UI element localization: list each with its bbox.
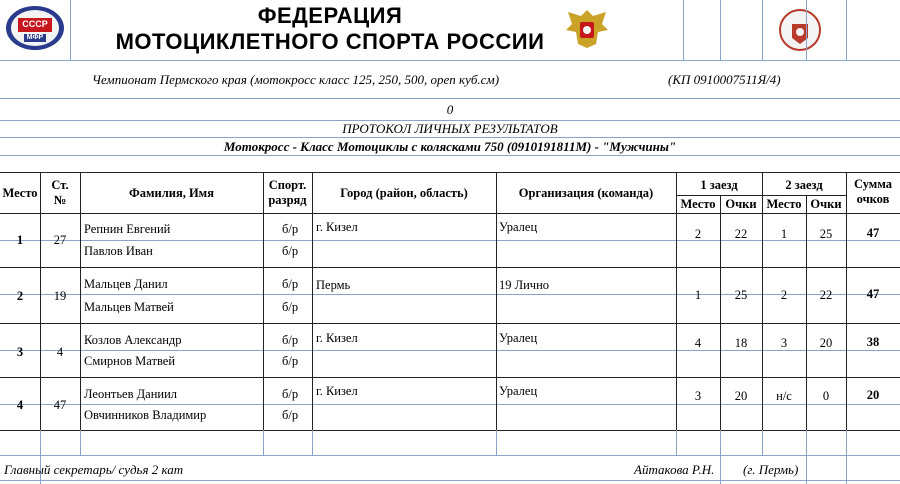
row-org: Уралец (499, 384, 538, 398)
row-name-1: Репнин Евгений (84, 222, 171, 236)
row-r2-points: 0 (822, 389, 830, 403)
header-race2-points: Очки (810, 197, 842, 211)
mfr-logo-text: МФР (26, 34, 44, 41)
row-sum: 47 (866, 226, 880, 240)
row-name-2: Мальцев Матвей (84, 300, 174, 314)
footer-city: (г. Пермь) (743, 462, 799, 477)
header-race1-points: Очки (725, 197, 757, 211)
header-sum: Сумма очков (854, 177, 892, 206)
row-rank-2: б/р (282, 408, 299, 422)
header-org: Организация (команда) (518, 186, 654, 200)
header-start-no: Ст. № (51, 178, 69, 207)
row-name-2: Смирнов Матвей (84, 354, 176, 368)
row-sum: 47 (866, 287, 880, 301)
row-r2-place: 2 (780, 288, 788, 302)
row-name-1: Козлов Александр (84, 333, 182, 347)
row-r2-points: 20 (819, 336, 833, 350)
row-start-no: 27 (53, 233, 67, 247)
row-org: Уралец (499, 220, 538, 234)
row-r1-place: 1 (694, 288, 702, 302)
row-org: 19 Лично (499, 278, 550, 292)
row-r2-place: 3 (780, 336, 788, 350)
header-race1: 1 заезд (700, 178, 738, 192)
row-name-1: Мальцев Данил (84, 277, 168, 291)
row-place: 2 (16, 289, 24, 303)
federation-title-line1: ФЕДЕРАЦИЯ (257, 3, 403, 28)
row-city: Пермь (316, 278, 351, 292)
class-title: Мотокросс - Класс Мотоциклы с колясками 750 (0910191811М) - "Мужчины" (223, 139, 677, 154)
row-place: 4 (16, 398, 24, 412)
row-org: Уралец (499, 331, 538, 345)
row-r1-place: 2 (694, 227, 702, 241)
row-rank-2: б/р (282, 300, 299, 314)
mfr-logo-text-top: СССР (22, 19, 48, 29)
row-city: г. Кизел (316, 331, 358, 345)
row-r2-points: 22 (819, 288, 833, 302)
row-name-1: Леонтьев Даниил (84, 387, 177, 401)
row-r2-place: н/с (776, 389, 792, 403)
row-rank-1: б/р (282, 387, 299, 401)
row-r2-place: 1 (780, 227, 788, 241)
row-city: г. Кизел (316, 220, 358, 234)
zero-line: 0 (446, 102, 454, 117)
footer-role: Главный секретарь/ судья 2 кат (4, 462, 184, 477)
row-r1-points: 18 (734, 336, 748, 350)
row-rank-1: б/р (282, 277, 299, 291)
row-start-no: 19 (53, 289, 67, 303)
header-rank: Спорт. разряд (268, 178, 307, 207)
row-rank-1: б/р (282, 333, 299, 347)
row-place: 1 (16, 233, 24, 247)
row-name-2: Павлов Иван (84, 244, 153, 258)
header-race2-place: Место (766, 197, 802, 211)
row-start-no: 47 (53, 398, 67, 412)
row-r1-points: 25 (734, 288, 748, 302)
header-race2: 2 заезд (785, 178, 823, 192)
row-sum: 38 (866, 335, 880, 349)
federation-title-line2: МОТОЦИКЛЕТНОГО СПОРТА РОССИИ (115, 29, 545, 54)
row-rank-2: б/р (282, 354, 299, 368)
protocol-title: ПРОТОКОЛ ЛИЧНЫХ РЕЗУЛЬТАТОВ (342, 121, 558, 136)
header-name: Фамилия, Имя (129, 186, 214, 200)
championship-title: Чемпионат Пермского края (мотокросс класс 125, 250, 500, open куб.см) (92, 72, 500, 87)
eagle-emblem-icon (562, 6, 612, 52)
row-r2-points: 25 (819, 227, 833, 241)
header-place: Место (2, 186, 38, 200)
row-city: г. Кизел (316, 384, 358, 398)
championship-code: (КП 0910007511Я/4) (668, 72, 781, 87)
row-place: 3 (16, 345, 24, 359)
row-name-2: Овчинников Владимир (84, 408, 207, 422)
header-race1-place: Место (680, 197, 716, 211)
footer-person: Айтакова Р.Н. (634, 462, 715, 477)
row-start-no: 4 (56, 345, 64, 359)
row-sum: 20 (866, 388, 880, 402)
row-r1-points: 22 (734, 227, 748, 241)
row-r1-points: 20 (734, 389, 748, 403)
row-r1-place: 3 (694, 389, 702, 403)
perm-region-logo (778, 8, 822, 52)
row-rank-1: б/р (282, 222, 299, 236)
header-city: Город (район, область) (340, 186, 468, 200)
row-r1-place: 4 (694, 336, 702, 350)
row-rank-2: б/р (282, 244, 299, 258)
